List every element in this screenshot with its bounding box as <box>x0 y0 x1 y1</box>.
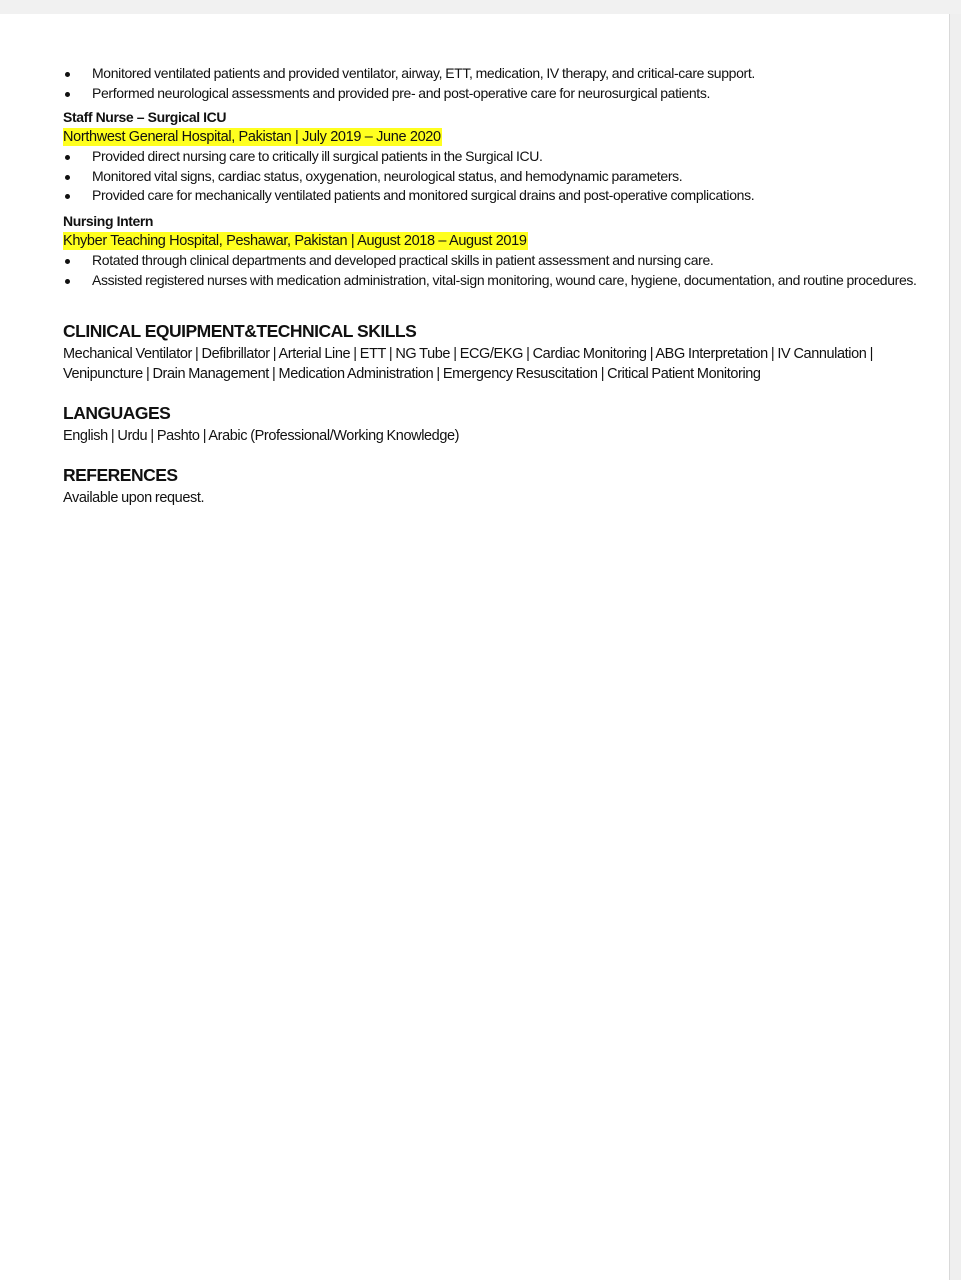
list-item <box>63 271 923 291</box>
bullet-text: Provided care for mechanically ventilated patients and monitored surgical drains and post-operative complications. <box>92 187 755 203</box>
bullet-text: Monitored ventilated patients and provided ventilator, airway, ETT, medication, IV therapy, and critical-care support. <box>92 65 755 81</box>
bullet-text: Provided direct nursing care to critically ill surgical patients in the Surgical ICU. <box>92 148 543 164</box>
job-bullet-list <box>63 147 923 206</box>
section-body: English | Urdu | Pashto | Arabic (Professional/Working Knowledge) <box>63 428 460 444</box>
viewer-top-bar <box>0 0 961 14</box>
bullet-icon <box>65 175 70 180</box>
job-title: Staff Nurse – Surgical ICU <box>63 109 227 125</box>
bullet-text: Assisted registered nurses with medication administration, vital-sign monitoring, wound care, hygiene, documentation, and routine procedures. <box>92 271 917 288</box>
job-meta-row <box>63 128 923 146</box>
skills-section <box>63 320 923 384</box>
bullet-icon <box>65 259 70 264</box>
references-section <box>63 464 923 509</box>
section-body: Mechanical Ventilator | Defibrillator | Arterial Line | ETT | NG Tube | ECG/EKG | Cardiac Monitoring | ABG Interpretation | IV Cannulation | Venipuncture | Drain Management | Medication Administration | Emergency Resuscitation | Critical Patient Monitoring <box>63 346 873 382</box>
list-item <box>63 84 923 104</box>
job-title: Nursing Intern <box>63 213 154 229</box>
resume-page <box>0 14 949 1280</box>
section-body: Available upon request. <box>63 490 205 506</box>
list-item <box>63 251 923 271</box>
bullet-icon <box>65 72 70 77</box>
list-item <box>63 167 923 187</box>
job-meta-highlight: Northwest General Hospital, Pakistan | July 2019 – June 2020 <box>63 129 441 145</box>
job-meta-highlight: Khyber Teaching Hospital, Peshawar, Pakistan | August 2018 – August 2019 <box>63 233 527 249</box>
bullet-icon <box>65 155 70 160</box>
languages-section <box>63 402 923 447</box>
bullet-text: Monitored vital signs, cardiac status, oxygenation, neurological status, and hemodynamic parameters. <box>92 167 683 184</box>
page-edge-shadow <box>949 14 961 1280</box>
job-meta-row <box>63 232 923 250</box>
bullet-icon <box>65 92 70 97</box>
bullet-icon <box>65 194 70 199</box>
bullet-text: Rotated through clinical departments and developed practical skills in patient assessment and nursing care. <box>92 252 714 268</box>
list-item <box>63 147 923 167</box>
continuation-bullet-list <box>63 64 923 103</box>
job-bullet-list <box>63 251 923 290</box>
job-entry <box>63 108 923 206</box>
list-item <box>63 64 923 84</box>
job-entry <box>63 212 923 290</box>
section-heading: REFERENCES <box>63 465 178 485</box>
bullet-text: Performed neurological assessments and provided pre- and post-operative care for neurosurgical patients. <box>92 84 711 101</box>
list-item <box>63 186 923 206</box>
bullet-icon <box>65 279 70 284</box>
section-heading: CLINICAL EQUIPMENT&TECHNICAL SKILLS <box>63 321 417 341</box>
section-heading: LANGUAGES <box>63 403 171 423</box>
